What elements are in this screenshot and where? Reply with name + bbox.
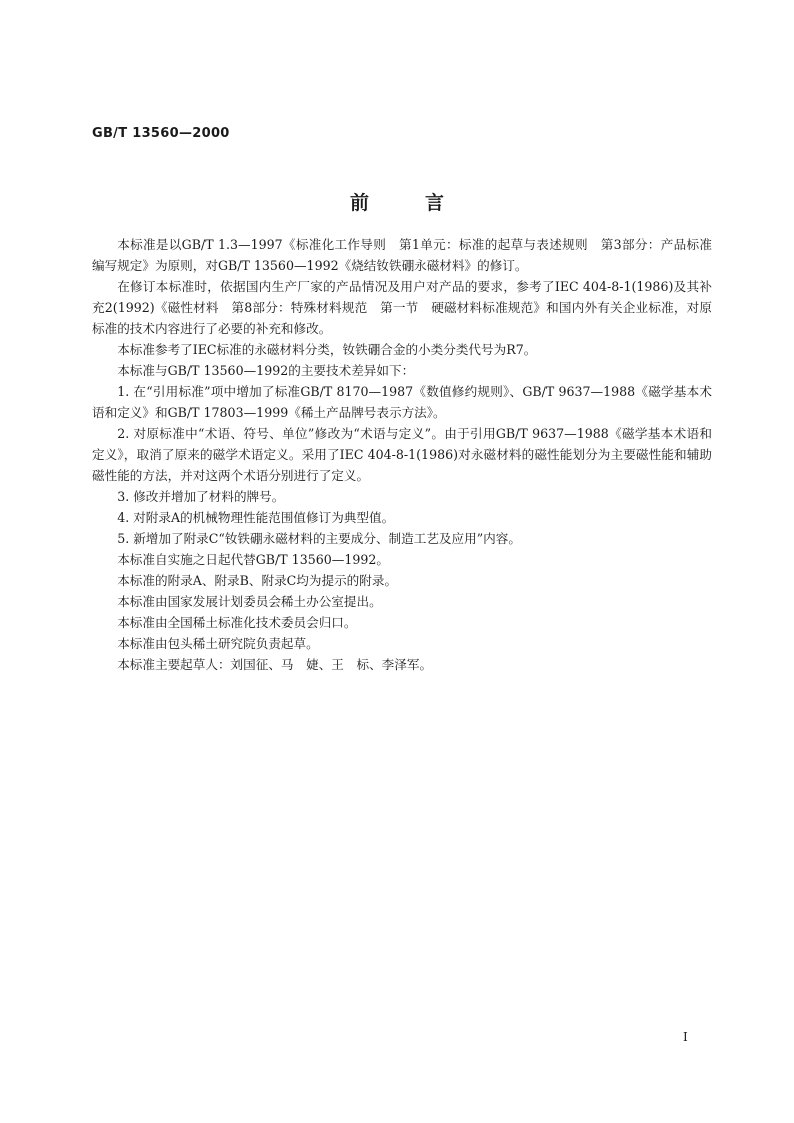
standard-code: GB/T 13560—2000: [92, 126, 230, 141]
paragraph: 本标准是以GB/T 1.3—1997《标准化工作导则 第1单元：标准的起草与表述规则 第3部分：产品标准编写规定》为原则，对GB/T 13560—1992《烧结钕铁硼永磁材料》的修订。: [92, 237, 712, 273]
paragraph: 2. 对原标准中“术语、符号、单位”修改为“术语与定义”。由于引用GB/T 9637—1988《磁学基本术语和定义》，取消了原来的磁学术语定义。采用了IEC 404-8-1(1986)对永磁材料的磁性能划分为主要磁性能和辅助磁性能的方法，并对这两个术语分别进行了定义。: [92, 426, 712, 483]
paragraph: 本标准的附录A、附录B、附录C均为提示的附录。: [117, 573, 398, 588]
paragraph: 本标准自实施之日起代替GB/T 13560—1992。: [117, 552, 389, 567]
page-number: I: [683, 1030, 688, 1044]
paragraph: 本标准与GB/T 13560—1992的主要技术差异如下：: [117, 363, 415, 378]
paragraph: 3. 修改并增加了材料的牌号。: [117, 489, 285, 504]
title-char-2: 言: [425, 192, 445, 214]
paragraph: 本标准主要起草人：刘国征、马 婕、王 标、李泽军。: [117, 657, 433, 672]
paragraph: 5. 新增加了附录C“钕铁硼永磁材料的主要成分、制造工艺及应用”内容。: [117, 531, 521, 546]
paragraph: 本标准由国家发展计划委员会稀土办公室提出。: [117, 594, 382, 609]
page-title: [0, 188, 794, 215]
paragraph: 本标准由全国稀土标准化技术委员会归口。: [117, 615, 357, 630]
paragraph: 1. 在“引用标准”项中增加了标准GB/T 8170—1987《数值修约规则》、GB/T 9637—1988《磁学基本术语和定义》和GB/T 17803—1999《稀土产品牌号表示方法》。: [92, 384, 712, 420]
title-char-1: 前: [349, 192, 369, 214]
paragraph: 本标准由包头稀土研究院负责起草。: [117, 636, 319, 651]
paragraph: 4. 对附录A的机械物理性能范围值修订为典型值。: [117, 510, 395, 525]
paragraph: 在修订本标准时，依据国内生产厂家的产品情况及用户对产品的要求，参考了IEC 404-8-1(1986)及其补充2(1992)《磁性材料 第8部分：特殊材料规范 第一节 硬磁材料标准规范》和国内外有关企业标准，对原标准的技术内容进行了必要的补充和修改。: [92, 279, 712, 336]
foreword-body: [92, 234, 712, 675]
paragraph: 本标准参考了IEC标准的永磁材料分类，钕铁硼合金的小类分类代号为R7。: [117, 342, 537, 357]
